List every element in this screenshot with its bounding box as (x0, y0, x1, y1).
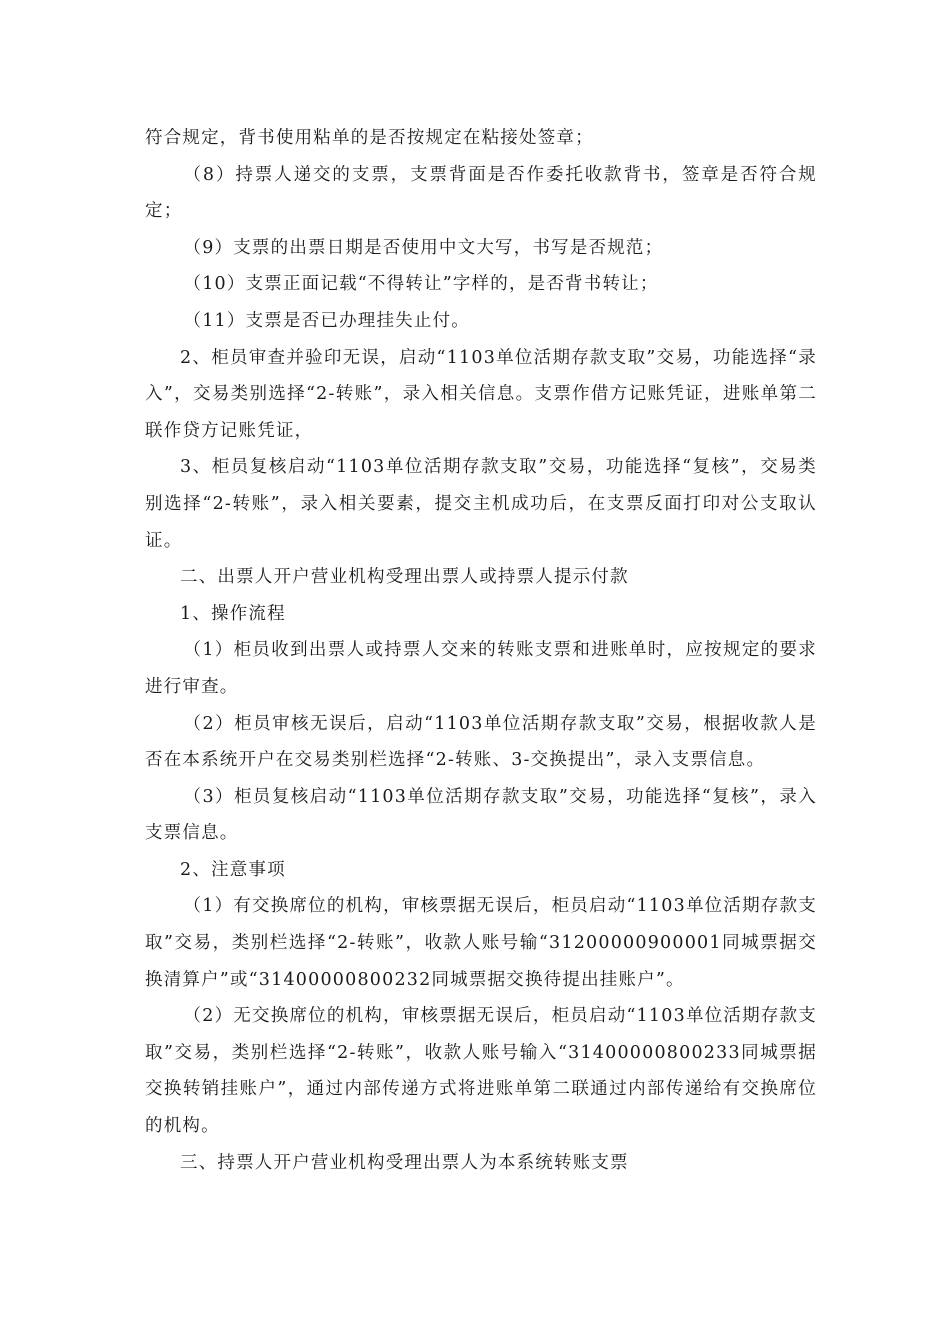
paragraph-14: （1）有交换席位的机构，审核票据无误后，柜员启动“1103单位活期存款支取”交易，类别栏选择“2-转账”，收款人账号输“31200000900001同城票据交换清算户”或“31400000800232同城票据交换待提出挂账户”。 (145, 896, 817, 990)
subheading-operation-flow: 1、操作流程 (180, 603, 286, 624)
paragraph-3: （9）支票的出票日期是否使用中文大写，书写是否规范； (183, 237, 664, 258)
subheading-notes: 2、注意事项 (180, 859, 286, 880)
document-body (145, 120, 817, 1181)
section-heading-2: 二、出票人开户营业机构受理出票人或持票人提示付款 (180, 567, 629, 588)
paragraph-12: （3）柜员复核启动“1103单位活期存款支取”交易，功能选择“复核”，录入支票信息。 (145, 786, 817, 844)
paragraph-6: 2、柜员审查并验印无误，启动“1103单位活期存款支取”交易，功能选择“录入”，交易类别选择“2-转账”，录入相关信息。支票作借方记账凭证，进账单第二联作贷方记账凭证， (145, 347, 817, 441)
paragraph-2: （8）持票人递交的支票，支票背面是否作委托收款背书，签章是否符合规定； (145, 164, 817, 222)
section-heading-3: 三、持票人开户营业机构受理出票人为本系统转账支票 (180, 1152, 629, 1173)
paragraph-15: （2）无交换席位的机构，审核票据无误后，柜员启动“1103单位活期存款支取”交易，类别栏选择“2-转账”，收款人账号输入“31400000800233同城票据交换转销挂账户”，通过内部传递方式将进账单第二联通过内部传递给有交换席位的机构。 (145, 1006, 817, 1137)
paragraph-4: （10）支票正面记载“不得转让”字样的，是否背书转让； (183, 274, 659, 295)
paragraph-1: 符合规定，背书使用粘单的是否按规定在粘接处签章； (145, 128, 594, 148)
paragraph-7: 3、柜员复核启动“1103单位活期存款支取”交易，功能选择“复核”，交易类别选择“2-转账”，录入相关要素，提交主机成功后，在支票反面打印对公支取认证。 (145, 457, 817, 551)
paragraph-5: （11）支票是否已办理挂失止付。 (183, 310, 470, 331)
paragraph-11: （2）柜员审核无误后，启动“1103单位活期存款支取”交易，根据收款人是否在本系统开户在交易类别栏选择“2-转账、3-交换提出”，录入支票信息。 (145, 713, 817, 771)
paragraph-10: （1）柜员收到出票人或持票人交来的转账支票和进账单时，应按规定的要求进行审查。 (145, 640, 817, 697)
